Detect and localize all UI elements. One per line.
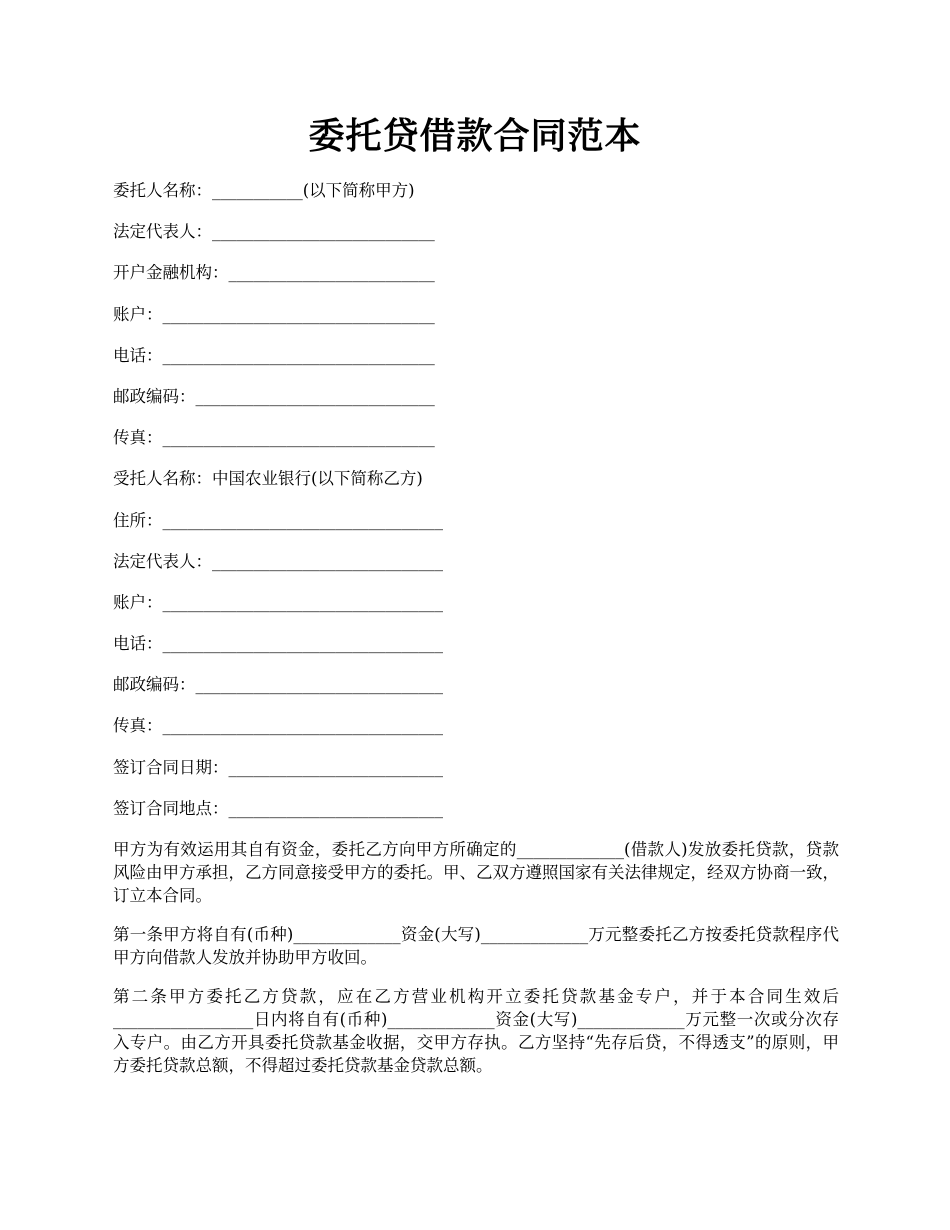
party-a-phone-field: 电话：_________________________________ bbox=[113, 345, 435, 365]
contract-body bbox=[113, 838, 839, 1093]
party-b-account-field: 账户：__________________________________ bbox=[113, 592, 443, 612]
party-a-bank-field: 开户金融机构：_________________________ bbox=[113, 263, 435, 283]
signing-place-field: 签订合同地点：__________________________ bbox=[113, 798, 443, 818]
article-1-paragraph: 第一条甲方将自有(币种)_____________资金(大写)_____________万元整委托乙方按委托贷款程序代甲方向借款人发放并协助甲方收回。 bbox=[113, 925, 839, 967]
party-b-legal-rep-field: 法定代表人：____________________________ bbox=[113, 551, 443, 571]
party-a-account-field: 账户：_________________________________ bbox=[113, 304, 435, 324]
party-b-postcode-field: 邮政编码：______________________________ bbox=[113, 675, 443, 695]
party-b-name-field: 受托人名称：中国农业银行(以下简称乙方) bbox=[113, 469, 423, 489]
signing-date-field: 签订合同日期：__________________________ bbox=[113, 757, 443, 777]
party-info-section bbox=[113, 176, 843, 835]
party-b-address-field: 住所：__________________________________ bbox=[113, 510, 443, 530]
party-b-fax-field: 传真：__________________________________ bbox=[113, 716, 443, 736]
party-b-phone-field: 电话：__________________________________ bbox=[113, 634, 443, 654]
party-a-fax-field: 传真：_________________________________ bbox=[113, 428, 435, 448]
party-a-name-field: 委托人名称：___________(以下简称甲方) bbox=[113, 181, 415, 200]
preamble-paragraph: 甲方为有效运用其自有资金，委托乙方向甲方所确定的_____________(借款人)发放委托贷款，贷款风险由甲方承担，乙方同意接受甲方的委托。甲、乙双方遵照国家有关法律规定，经双方协商一致，订立本合同。 bbox=[113, 840, 839, 905]
party-a-postcode-field: 邮政编码：_____________________________ bbox=[113, 386, 435, 406]
article-2-paragraph: 第二条甲方委托乙方贷款，应在乙方营业机构开立委托贷款基金专户，并于本合同生效后_________________日内将自有(币种)_____________资金(大写)_____________万元整一次或分次存入专户。由乙方开具委托贷款基金收据，交甲方存执。乙方坚持“先存后贷，不得透支”的原则，甲方委托贷款总额，不得超过委托贷款基金贷款总额。 bbox=[113, 987, 839, 1075]
party-a-legal-rep-field: 法定代表人：___________________________ bbox=[113, 222, 435, 242]
document-title: 委托贷借款合同范本 bbox=[308, 115, 642, 157]
